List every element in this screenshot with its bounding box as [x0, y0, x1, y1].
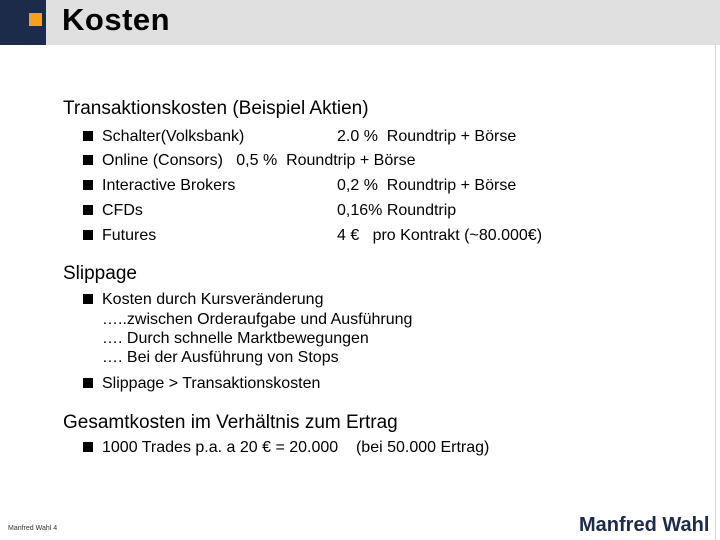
list-item-value: 4 € pro Kontrakt (~80.000€) — [337, 227, 543, 244]
list-item-label: Online (Consors) 0,5 % Roundtrip + Börse — [102, 152, 416, 169]
list-item-value: 0,2 % Roundtrip + Börse — [337, 177, 517, 194]
right-border-line — [715, 45, 716, 540]
title-bar — [0, 0, 720, 45]
bullet-icon — [83, 230, 93, 240]
continuation-line: …. Durch schnelle Marktbewegungen — [102, 330, 369, 347]
continuation-line: …..zwischen Orderaufgabe und Ausführung — [102, 311, 413, 328]
bullet-icon — [83, 205, 93, 215]
list-item-label: Interactive Brokers — [102, 177, 236, 194]
list-item-value: 2.0 % Roundtrip + Börse — [337, 128, 517, 145]
bullet-icon — [83, 442, 93, 452]
section-heading-transaktionskosten: Transaktionskosten (Beispiel Aktien) — [63, 98, 369, 119]
logo-square-orange — [29, 13, 42, 26]
list-item-label: Kosten durch Kursveränderung — [102, 291, 324, 308]
bullet-icon — [83, 378, 93, 388]
list-item-label: CFDs — [102, 202, 143, 219]
bullet-icon — [83, 294, 93, 304]
bullet-icon — [83, 180, 93, 190]
list-item-label: Slippage > Transaktionskosten — [102, 375, 321, 392]
footer-page-label: Manfred Wahl 4 — [8, 525, 58, 532]
list-item-value: 0,16% Roundtrip — [337, 202, 457, 219]
section-heading-gesamtkosten: Gesamtkosten im Verhältnis zum Ertrag — [63, 412, 398, 433]
continuation-line: …. Bei der Ausführung von Stops — [102, 349, 339, 366]
list-item-label: Futures — [102, 227, 157, 244]
slide-title: Kosten — [62, 2, 171, 37]
bullet-icon — [83, 155, 93, 165]
bullet-icon — [83, 131, 93, 141]
section-heading-slippage: Slippage — [63, 263, 137, 284]
list-item-label: 1000 Trades p.a. a 20 € = 20.000 (bei 50.000 Ertrag) — [102, 439, 490, 456]
list-item-label: Schalter(Volksbank) — [102, 128, 245, 145]
footer-author: Manfred Wahl — [579, 514, 710, 536]
